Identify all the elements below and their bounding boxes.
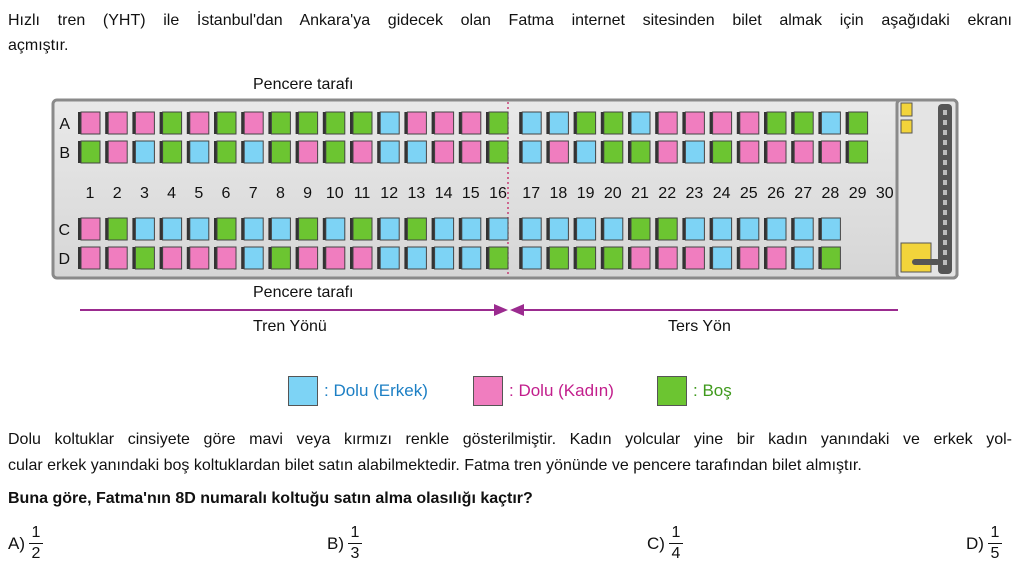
seat-20A[interactable] bbox=[601, 112, 623, 134]
train-direction-label: Tren Yönü bbox=[253, 318, 327, 335]
seat-29B[interactable] bbox=[846, 141, 868, 163]
seat-23C[interactable] bbox=[682, 218, 704, 240]
seat-number-19: 19 bbox=[576, 185, 595, 202]
reverse-direction-arrowhead bbox=[510, 304, 524, 316]
reverse-direction-label: Ters Yön bbox=[668, 318, 731, 335]
option-c-numerator: 1 bbox=[671, 524, 681, 541]
seat-17A[interactable] bbox=[519, 112, 541, 134]
seat-9B[interactable] bbox=[296, 141, 318, 163]
seat-17C[interactable] bbox=[519, 218, 541, 240]
row-label-c: C bbox=[58, 222, 70, 239]
seat-15C[interactable] bbox=[459, 218, 481, 240]
option-c[interactable] bbox=[647, 524, 683, 563]
seat-16C[interactable] bbox=[486, 218, 508, 240]
option-d[interactable] bbox=[966, 524, 1002, 563]
seat-24C[interactable] bbox=[710, 218, 732, 240]
seat-21B[interactable] bbox=[628, 141, 650, 163]
legend-label-empty: : Boş bbox=[693, 381, 732, 400]
option-c-fraction bbox=[669, 524, 683, 563]
seat-7A[interactable] bbox=[241, 112, 263, 134]
train-direction-arrowhead bbox=[494, 304, 508, 316]
seat-6B[interactable] bbox=[214, 141, 236, 163]
seat-21D[interactable] bbox=[628, 247, 650, 269]
cab-panel-light bbox=[943, 210, 947, 215]
seat-3C[interactable] bbox=[132, 218, 154, 240]
seat-22D[interactable] bbox=[655, 247, 677, 269]
seat-20B[interactable] bbox=[601, 141, 623, 163]
seat-12D[interactable] bbox=[377, 247, 399, 269]
seat-19A[interactable] bbox=[574, 112, 596, 134]
seat-21C[interactable] bbox=[628, 218, 650, 240]
seat-1B[interactable] bbox=[78, 141, 100, 163]
seat-20C[interactable] bbox=[601, 218, 623, 240]
question-body-line-2: cular erkek yanındaki boş koltuklardan bilet satın alabilmektedir. Fatma tren yönünde ve pencere tarafından bilet almıştır. bbox=[8, 457, 862, 474]
cab-seat-upper-2 bbox=[901, 120, 912, 133]
seat-28C[interactable] bbox=[818, 218, 840, 240]
cab-panel-light bbox=[943, 140, 947, 145]
option-c-letter: C) bbox=[647, 533, 665, 553]
seat-6A[interactable] bbox=[214, 112, 236, 134]
seat-number-7: 7 bbox=[248, 185, 258, 202]
driver-console bbox=[912, 259, 940, 265]
seat-number-29: 29 bbox=[848, 185, 867, 202]
seat-number-9: 9 bbox=[303, 185, 313, 202]
seat-26B[interactable] bbox=[764, 141, 786, 163]
row-label-d: D bbox=[58, 251, 70, 268]
option-b[interactable] bbox=[327, 524, 362, 563]
cab-panel-light bbox=[943, 130, 947, 135]
seat-11C[interactable] bbox=[350, 218, 372, 240]
seat-19B[interactable] bbox=[574, 141, 596, 163]
seat-1D[interactable] bbox=[78, 247, 100, 269]
seat-20D[interactable] bbox=[601, 247, 623, 269]
legend-swatch-empty bbox=[657, 376, 687, 406]
seat-number-27: 27 bbox=[794, 185, 813, 202]
cab-panel-light bbox=[943, 190, 947, 195]
seat-10C[interactable] bbox=[323, 218, 345, 240]
seat-11D[interactable] bbox=[350, 247, 372, 269]
seat-number-15: 15 bbox=[461, 185, 480, 202]
seat-number-2: 2 bbox=[112, 185, 122, 202]
question-intro-line-1: Hızlı tren (YHT) ile İstanbul'dan Ankara'ya gidecek olan Fatma internet sitesinden bilet almak için aşağıdaki ekranı bbox=[8, 12, 1012, 29]
cab-panel-light bbox=[943, 200, 947, 205]
option-b-numerator: 1 bbox=[350, 524, 360, 541]
seat-18B[interactable] bbox=[546, 141, 568, 163]
seat-12C[interactable] bbox=[377, 218, 399, 240]
seat-16B[interactable] bbox=[486, 141, 508, 163]
seat-number-22: 22 bbox=[658, 185, 677, 202]
legend-label-male: : Dolu (Erkek) bbox=[324, 381, 428, 400]
question-prompt: Buna göre, Fatma'nın 8D numaralı koltuğu satın alma olasılığı kaçtır? bbox=[8, 490, 533, 507]
seat-number-17: 17 bbox=[522, 185, 541, 202]
option-b-letter: B) bbox=[327, 533, 344, 553]
seat-28B[interactable] bbox=[818, 141, 840, 163]
seat-number-25: 25 bbox=[739, 185, 758, 202]
seat-23D[interactable] bbox=[682, 247, 704, 269]
cab-panel-light bbox=[943, 170, 947, 175]
seat-number-11: 11 bbox=[353, 185, 371, 202]
seat-3B[interactable] bbox=[132, 141, 154, 163]
seat-17D[interactable] bbox=[519, 247, 541, 269]
seat-number-24: 24 bbox=[712, 185, 731, 202]
seat-25A[interactable] bbox=[737, 112, 759, 134]
seat-11A[interactable] bbox=[350, 112, 372, 134]
cab-panel-light bbox=[943, 160, 947, 165]
seat-12A[interactable] bbox=[377, 112, 399, 134]
seat-25C[interactable] bbox=[737, 218, 759, 240]
seat-number-21: 21 bbox=[631, 185, 649, 202]
seat-number-12: 12 bbox=[380, 185, 399, 202]
seat-7B[interactable] bbox=[241, 141, 263, 163]
seat-23A[interactable] bbox=[682, 112, 704, 134]
seat-6C[interactable] bbox=[214, 218, 236, 240]
seat-15D[interactable] bbox=[459, 247, 481, 269]
seat-19D[interactable] bbox=[574, 247, 596, 269]
option-d-denominator: 5 bbox=[990, 545, 1000, 562]
seat-18C[interactable] bbox=[546, 218, 568, 240]
driver-seat bbox=[901, 243, 931, 272]
seat-22C[interactable] bbox=[655, 218, 677, 240]
seat-number-1: 1 bbox=[85, 185, 95, 202]
seat-14B[interactable] bbox=[432, 141, 454, 163]
seat-26D[interactable] bbox=[764, 247, 786, 269]
seat-number-16: 16 bbox=[489, 185, 507, 202]
seat-number-18: 18 bbox=[549, 185, 568, 202]
cab-panel-light bbox=[943, 230, 947, 235]
option-a[interactable] bbox=[8, 524, 43, 563]
seat-2B[interactable] bbox=[105, 141, 127, 163]
seat-16D[interactable] bbox=[486, 247, 508, 269]
legend-label-female: : Dolu (Kadın) bbox=[509, 381, 614, 400]
cab-panel-light bbox=[943, 250, 947, 255]
seat-18A[interactable] bbox=[546, 112, 568, 134]
seat-15A[interactable] bbox=[459, 112, 481, 134]
seat-4C[interactable] bbox=[160, 218, 182, 240]
seat-18D[interactable] bbox=[546, 247, 568, 269]
seat-22A[interactable] bbox=[655, 112, 677, 134]
seat-14A[interactable] bbox=[432, 112, 454, 134]
seat-5C[interactable] bbox=[187, 218, 209, 240]
legend-occupied-female bbox=[473, 375, 614, 407]
seat-1A[interactable] bbox=[78, 112, 100, 134]
seat-number-3: 3 bbox=[139, 185, 149, 202]
seat-25B[interactable] bbox=[737, 141, 759, 163]
option-c-denominator: 4 bbox=[671, 545, 681, 562]
cab-panel-light bbox=[943, 150, 947, 155]
cab-panel-light bbox=[943, 120, 947, 125]
option-b-denominator: 3 bbox=[350, 545, 360, 562]
seat-3D[interactable] bbox=[132, 247, 154, 269]
row-label-b: B bbox=[59, 145, 70, 162]
seat-number-26: 26 bbox=[767, 185, 785, 202]
seat-number-20: 20 bbox=[603, 185, 622, 202]
seat-27D[interactable] bbox=[791, 247, 813, 269]
legend-swatch-female bbox=[473, 376, 503, 406]
seat-27C[interactable] bbox=[791, 218, 813, 240]
seat-number-5: 5 bbox=[194, 185, 204, 202]
seat-10A[interactable] bbox=[323, 112, 345, 134]
option-d-numerator: 1 bbox=[990, 524, 1000, 541]
seat-number-28: 28 bbox=[821, 185, 840, 202]
option-d-letter: D) bbox=[966, 533, 984, 553]
seat-13A[interactable] bbox=[404, 112, 426, 134]
seat-19C[interactable] bbox=[574, 218, 596, 240]
seat-24D[interactable] bbox=[710, 247, 732, 269]
seat-22B[interactable] bbox=[655, 141, 677, 163]
seat-24B[interactable] bbox=[710, 141, 732, 163]
legend-empty bbox=[657, 375, 732, 407]
cab-panel-light bbox=[943, 260, 947, 265]
seat-9A[interactable] bbox=[296, 112, 318, 134]
seat-1C[interactable] bbox=[78, 218, 100, 240]
seat-26A[interactable] bbox=[764, 112, 786, 134]
cab-panel-light bbox=[943, 180, 947, 185]
cab-panel bbox=[938, 104, 952, 274]
cab-seat-upper-1 bbox=[901, 103, 912, 116]
seat-9C[interactable] bbox=[296, 218, 318, 240]
seat-5A[interactable] bbox=[187, 112, 209, 134]
seat-13C[interactable] bbox=[404, 218, 426, 240]
seat-number-13: 13 bbox=[407, 185, 426, 202]
seat-13B[interactable] bbox=[404, 141, 426, 163]
seat-number-14: 14 bbox=[434, 185, 453, 202]
seat-5D[interactable] bbox=[187, 247, 209, 269]
seat-8A[interactable] bbox=[268, 112, 290, 134]
seat-8D[interactable] bbox=[268, 247, 290, 269]
seat-16A[interactable] bbox=[486, 112, 508, 134]
seat-28A[interactable] bbox=[818, 112, 840, 134]
seat-8B[interactable] bbox=[268, 141, 290, 163]
seat-25D[interactable] bbox=[737, 247, 759, 269]
seat-5B[interactable] bbox=[187, 141, 209, 163]
question-body-line-1: Dolu koltuklar cinsiyete göre mavi veya kırmızı renkle gösterilmiştir. Kadın yolcular yine bir kadın yanındaki ve erkek yol- bbox=[8, 431, 1012, 448]
seat-4B[interactable] bbox=[160, 141, 182, 163]
seat-3A[interactable] bbox=[132, 112, 154, 134]
window-side-label-bottom: Pencere tarafı bbox=[253, 284, 354, 301]
option-d-fraction bbox=[988, 524, 1002, 563]
seat-9D[interactable] bbox=[296, 247, 318, 269]
seat-21A[interactable] bbox=[628, 112, 650, 134]
seat-10D[interactable] bbox=[323, 247, 345, 269]
seat-number-6: 6 bbox=[221, 185, 231, 202]
seat-11B[interactable] bbox=[350, 141, 372, 163]
seat-23B[interactable] bbox=[682, 141, 704, 163]
legend-swatch-male bbox=[288, 376, 318, 406]
seat-7D[interactable] bbox=[241, 247, 263, 269]
seat-6D[interactable] bbox=[214, 247, 236, 269]
seat-13D[interactable] bbox=[404, 247, 426, 269]
option-a-numerator: 1 bbox=[31, 524, 41, 541]
seat-27A[interactable] bbox=[791, 112, 813, 134]
seat-4D[interactable] bbox=[160, 247, 182, 269]
legend-occupied-male bbox=[288, 375, 428, 407]
seat-8C[interactable] bbox=[268, 218, 290, 240]
question-intro-line-2: açmıştır. bbox=[8, 37, 69, 54]
seat-29A[interactable] bbox=[846, 112, 868, 134]
seat-number-8: 8 bbox=[275, 185, 285, 202]
seat-17B[interactable] bbox=[519, 141, 541, 163]
seat-2D[interactable] bbox=[105, 247, 127, 269]
seat-number-30: 30 bbox=[875, 185, 894, 202]
seat-28D[interactable] bbox=[818, 247, 840, 269]
seat-number-10: 10 bbox=[325, 185, 344, 202]
cab-panel-light bbox=[943, 240, 947, 245]
seat-number-4: 4 bbox=[167, 185, 177, 202]
seat-2A[interactable] bbox=[105, 112, 127, 134]
option-a-denominator: 2 bbox=[31, 545, 41, 562]
option-a-fraction bbox=[29, 524, 43, 563]
seat-15B[interactable] bbox=[459, 141, 481, 163]
row-label-a: A bbox=[59, 116, 70, 133]
seat-26C[interactable] bbox=[764, 218, 786, 240]
seat-number-23: 23 bbox=[685, 185, 704, 202]
seat-14D[interactable] bbox=[432, 247, 454, 269]
seat-10B[interactable] bbox=[323, 141, 345, 163]
seat-14C[interactable] bbox=[432, 218, 454, 240]
seat-24A[interactable] bbox=[710, 112, 732, 134]
seat-27B[interactable] bbox=[791, 141, 813, 163]
option-a-letter: A) bbox=[8, 533, 25, 553]
seat-4A[interactable] bbox=[160, 112, 182, 134]
seat-2C[interactable] bbox=[105, 218, 127, 240]
window-side-label-top: Pencere tarafı bbox=[253, 76, 354, 93]
seat-12B[interactable] bbox=[377, 141, 399, 163]
cab-panel-light bbox=[943, 110, 947, 115]
cab-panel-light bbox=[943, 220, 947, 225]
seat-7C[interactable] bbox=[241, 218, 263, 240]
option-b-fraction bbox=[348, 524, 362, 563]
